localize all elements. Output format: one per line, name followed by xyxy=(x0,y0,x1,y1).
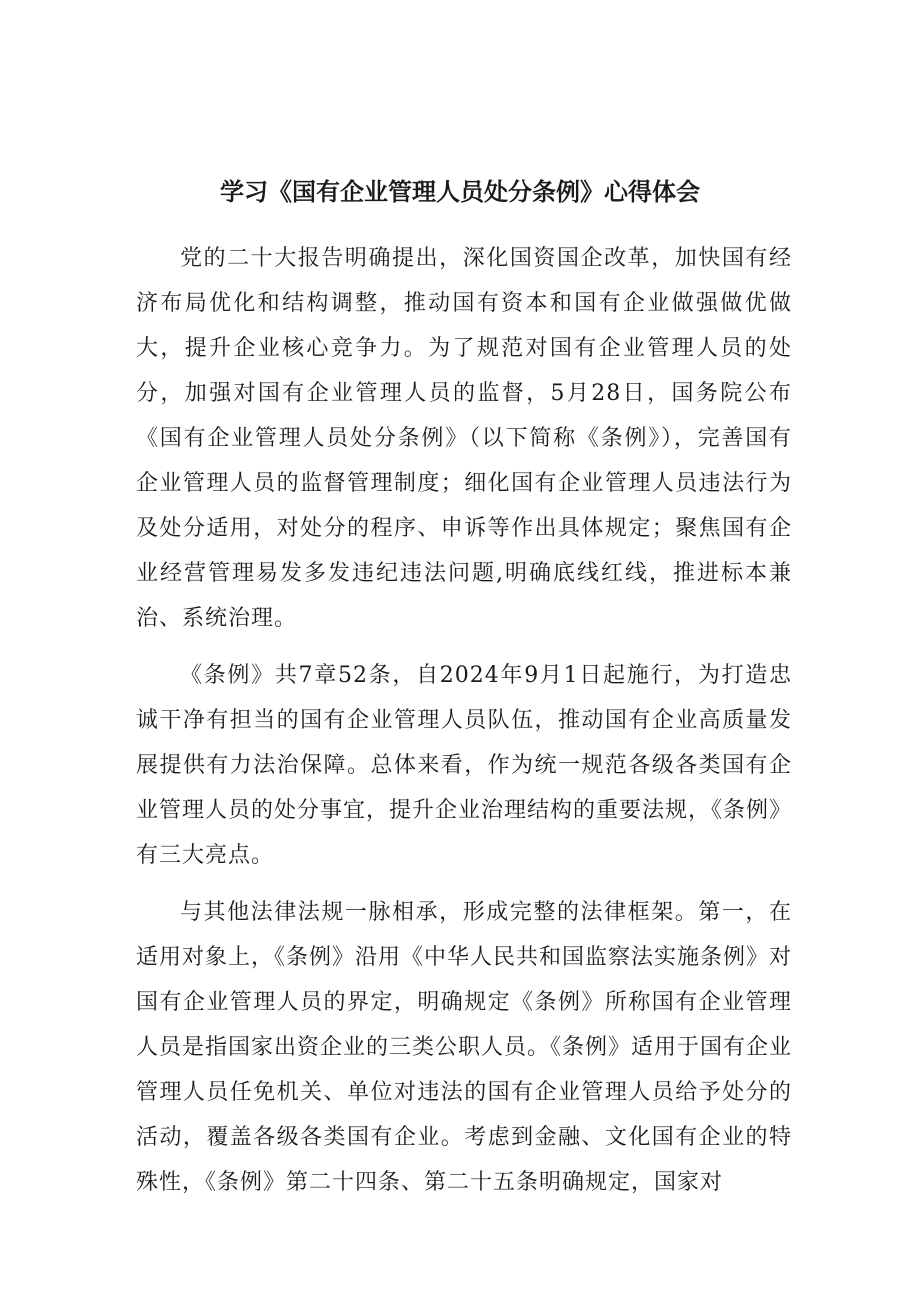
paragraph-3: 与其他法律法规一脉相承，形成完整的法律框架。第一，在适用对象上，《条例》沿用《中华人民共和国监察法实施条例》对国有企业管理人员的界定，明确规定《条例》所称国有企业管理人员是指国家出资企业的三类公职人员。《条例》适用于国有企业管理人员任免机关、单位对违法的国有企业管理人员给予处分的活动，覆盖各级各类国有企业。考虑到金融、文化国有企业的特殊性，《条例》第二十四条、第二十五条明确规定，国家对 xyxy=(136,900,793,1195)
paragraph-1: 党的二十大报告明确提出，深化国资国企改革，加快国有经济布局优化和结构调整，推动国有资本和国有企业做强做优做大，提升企业核心竞争力。为了规范对国有企业管理人员的处分，加强对国有企业管理人员的监督，5月28日，国务院公布《国有企业管理人员处分条例》（以下简称《条例》），完善国有企业管理人员的监督管理制度；细化国有企业管理人员违法行为及处分适用，对处分的程序、申诉等作出具体规定；聚焦国有企业经营管理易发多发违纪违法问题,明确底线红线，推进标本兼治、系统治理。 xyxy=(136,246,792,631)
document-body xyxy=(136,236,792,1217)
paragraph-2: 《条例》共7章52条，自2024年9月1日起施行，为打造忠诚干净有担当的国有企业管理人员队伍，推动国有企业高质量发展提供有力法治保障。总体来看，作为统一规范各级各类国有企业管理人员的处分事宜，提升企业治理结构的重要法规，《条例》有三大亮点。 xyxy=(136,663,793,868)
document-title: 学习《国有企业管理人员处分条例》心得体会 xyxy=(220,178,700,206)
